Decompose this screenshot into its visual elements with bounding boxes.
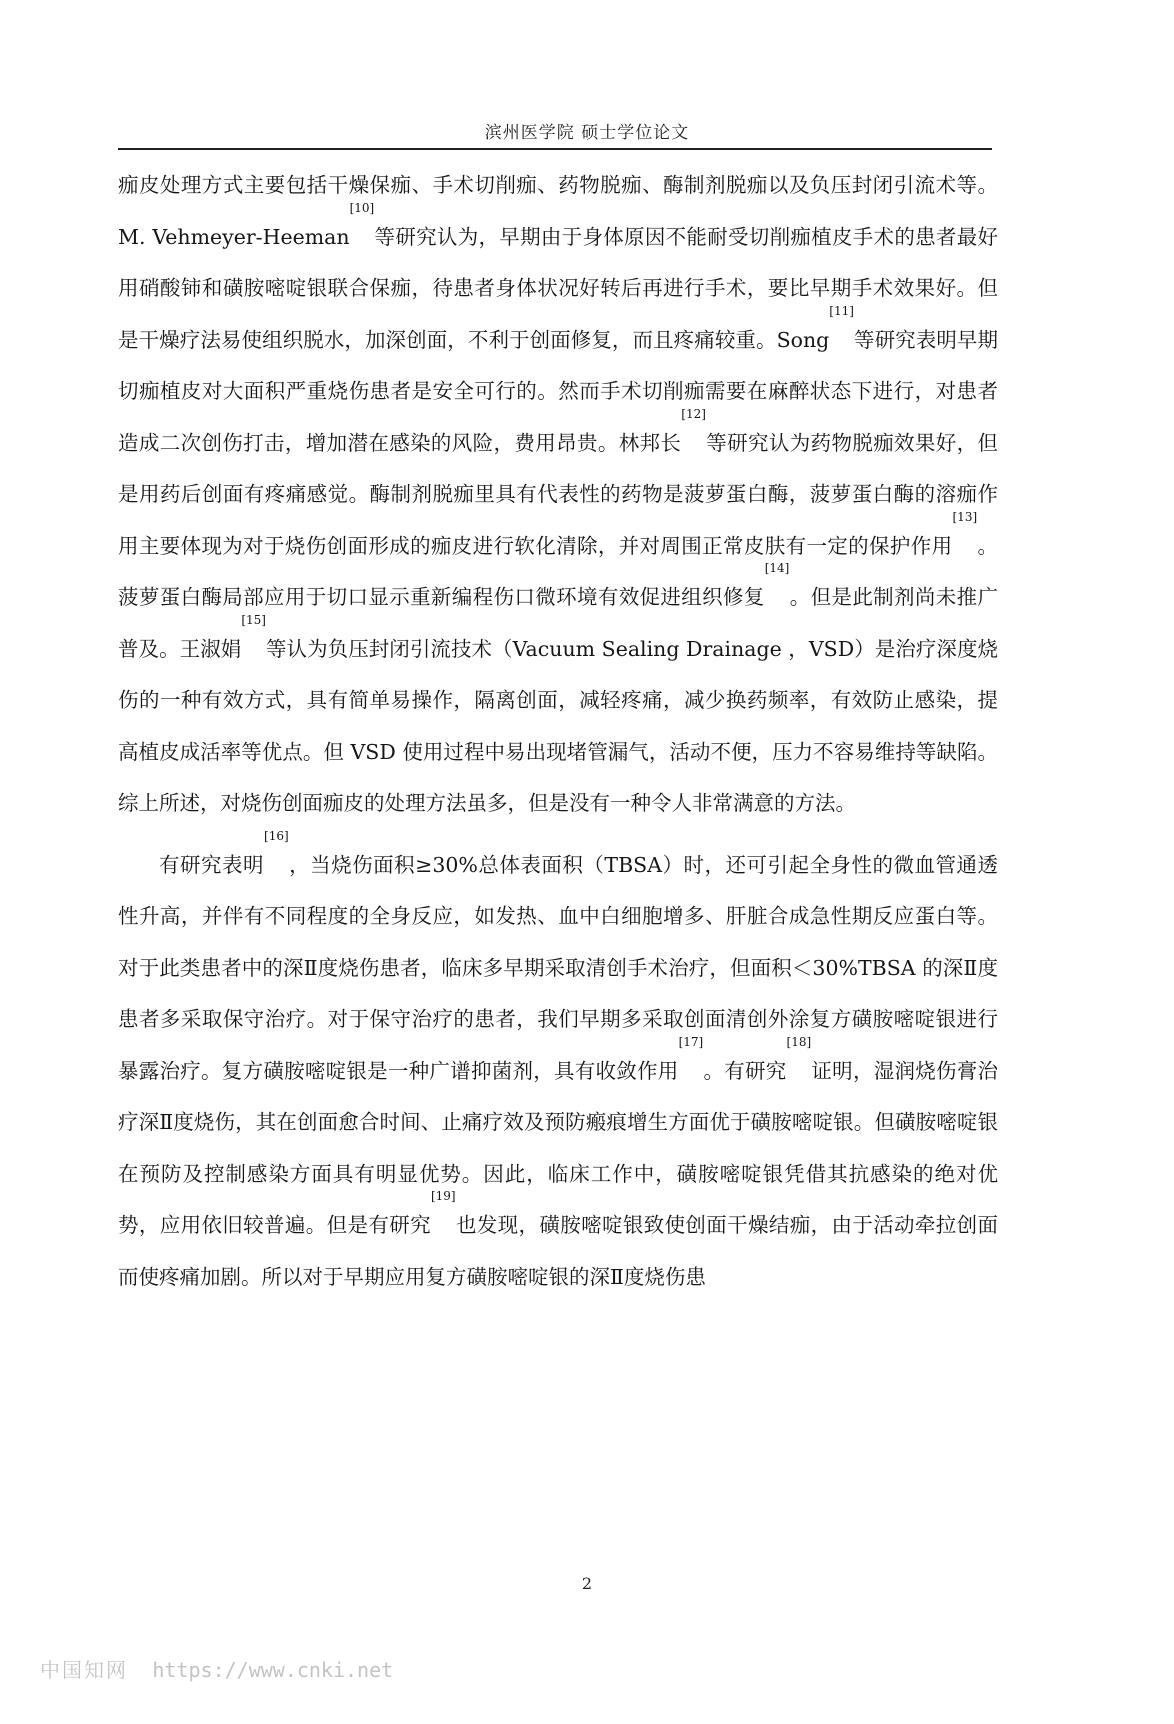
citation-ref: [10]: [349, 200, 375, 215]
page-number: 2: [581, 1574, 593, 1593]
header-divider: [118, 148, 992, 150]
text-run: 有研究表明: [159, 852, 265, 877]
text-run: 证明，湿润烧伤膏治疗深Ⅱ度烧伤，其在创面愈合时间、止痛疗效及预防瘢痕增生方面优于磺胺嘧啶银。但磺胺嘧啶银在预防及控制感染方面具有明显优势。因此，临床工作中，磺胺嘧啶银凭借其抗感染的绝对优势，应用依旧较普遍。但是有研究: [118, 1058, 999, 1237]
text-run: 等认为负压封闭引流技术（Vacuum Sealing Drainage ，VSD）是治疗深度烧伤的一种有效方式，具有简单易操作，隔离创面，减轻疼痛，减少换药频率，有效防止感染，提高植皮成活率等优点。但 VSD 使用过程中易出现堵管漏气，活动不便，压力不容易维持等缺陷。综上所述，对烧伤创面痂皮的处理方法虽多，但是没有一种令人非常满意的方法。: [118, 636, 998, 815]
citation-ref: [15]: [241, 612, 266, 627]
running-header: 滨州医学院 硕士学位论文: [484, 123, 690, 143]
body-text: [118, 160, 998, 1303]
text-run: 等研究表明早期切痂植皮对大面积严重烧伤患者是安全可行的。然而手术切削痂需要在麻醉状态下进行，对患者造成二次创伤打击，增加潜在感染的风险，费用昂贵。林邦长: [118, 327, 999, 455]
citation-ref: [16]: [264, 828, 289, 843]
text-run: 。菠萝蛋白酶局部应用于切口显示重新编程伤口微环境有效促进组织修复: [118, 533, 999, 609]
watermark-brand: 中国知网: [40, 1658, 128, 1682]
citation-ref: [11]: [829, 303, 854, 318]
text-run: 等研究认为，早期由于身体原因不能耐受切削痂植皮手术的患者最好用硝酸铈和磺胺嘧啶银联合保痂，待患者身体状况好转后再进行手术，要比早期手术效果好。但是干燥疗法易使组织脱水，加深创面，不利于创面修复，而且疼痛较重。Song: [118, 224, 999, 352]
text-run: 。但是此制剂尚未推广普及。王淑娟: [118, 585, 998, 661]
text-run: 痂皮处理方式主要包括干燥保痂、手术切削痂、药物脱痂、酶制剂脱痂以及负压封闭引流术等。M. Vehmeyer-Heeman: [118, 173, 998, 249]
citation-ref: [14]: [764, 561, 790, 575]
citation-ref: [19]: [430, 1189, 456, 1203]
paragraph: [118, 828, 999, 1304]
watermark-url: https://www.cnki.net: [152, 1658, 394, 1682]
citation-ref: [13]: [952, 509, 978, 524]
text-run: 也发现，磺胺嘧啶银致使创面干燥结痂，由于活动牵拉创面而使疼痛加剧。所以对于早期应用复方磺胺嘧啶银的深Ⅱ度烧伤患: [118, 1213, 998, 1289]
text-run: 等研究认为药物脱痂效果好，但是用药后创面有疼痛感觉。酶制剂脱痂里具有代表性的药物是菠萝蛋白酶，菠萝蛋白酶的溶痂作用主要体现为对于烧伤创面形成的痂皮进行软化清除，并对周围正常皮肤有一定的保护作用: [118, 430, 999, 558]
text-run: ，当烧伤面积≥30%总体表面积（TBSA）时，还可引起全身性的微血管通透性升高，并伴有不同程度的全身反应，如发热、血中白细胞增多、肝脏合成急性期反应蛋白等。对于此类患者中的深Ⅱ度烧伤患者，临床多早期采取清创手术治疗，但面积＜30%TBSA 的深Ⅱ度患者多采取保守治疗。对于保守治疗的患者，我们早期多采取创面清创外涂复方磺胺嘧啶银进行暴露治疗。复方磺胺嘧啶银是一种广谱抑菌剂，具有收敛作用: [118, 852, 999, 1083]
cnki-watermark: [40, 1654, 393, 1683]
citation-ref: [18]: [786, 1034, 812, 1049]
text-run: 。有研究: [703, 1058, 787, 1083]
citation-ref: [12]: [681, 406, 706, 421]
paragraph: [118, 160, 998, 830]
citation-ref: [17]: [678, 1034, 704, 1049]
